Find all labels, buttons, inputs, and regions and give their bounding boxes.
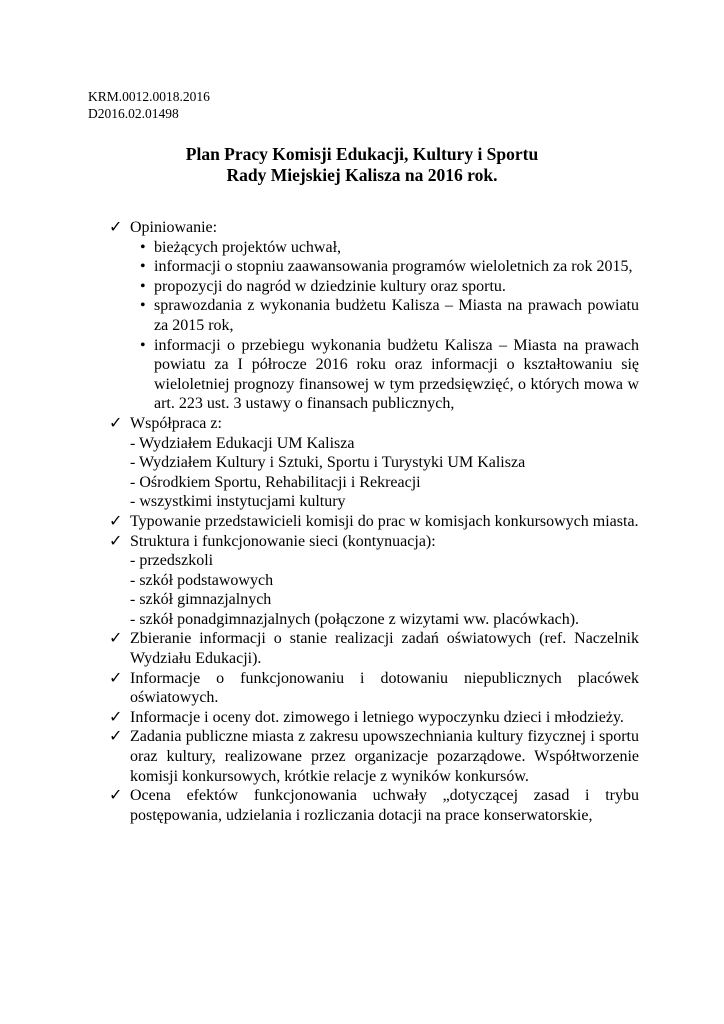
dash-item: - szkół ponadgimnazjalnych (połączone z wizytami ww. placówkach). [130, 610, 580, 628]
check-icon: ✓ [109, 669, 123, 687]
list-item [109, 727, 639, 786]
bullet-icon: • [140, 336, 146, 354]
bullet-icon: • [140, 238, 146, 256]
list-item [109, 629, 639, 668]
list-item [109, 218, 639, 414]
item-text: Ocena efektów funkcjonowania uchwały „dotyczącej zasad i trybu postępowania, udzielania i rozliczania dotacji na prace konserwatorskie, [130, 787, 639, 824]
dash-item: - szkół podstawowych [130, 571, 274, 589]
dash-item: - Wydziałem Kultury i Sztuki, Sportu i Turystyki UM Kalisza [130, 454, 526, 472]
item-text: Współpraca z: [130, 414, 222, 432]
title-line-1: Plan Pracy Komisji Edukacji, Kultury i Sportu [185, 144, 539, 164]
bullet-icon: • [140, 297, 146, 315]
list-item [109, 512, 639, 532]
dash-item: - Wydziałem Edukacji UM Kalisza [130, 434, 355, 452]
reference-number: KRM.0012.0018.2016 [88, 89, 210, 104]
bullet-item [130, 238, 639, 258]
title-line-2: Rady Miejskiej Kalisza na 2016 rok. [226, 165, 498, 185]
item-text: Opiniowanie: [130, 219, 218, 236]
check-icon: ✓ [109, 630, 123, 648]
bullet-text: sprawozdania z wykonania budżetu Kalisza – Miasta na prawach powiatu za 2015 rok, [154, 297, 639, 334]
plan-list [109, 218, 639, 825]
check-icon: ✓ [109, 532, 123, 550]
check-icon: ✓ [109, 787, 123, 805]
bullet-text: informacji o przebiegu wykonania budżetu Kalisza – Miasta na prawach powiatu za I półrocze 2016 roku oraz informacji o kształtowaniu się wieloletniej prognozy finansowej w tym przedsięwzięć, o których mowa w art. 223 ust. 3 ustawy o finansach publicznych, [154, 336, 639, 413]
check-icon: ✓ [109, 708, 123, 726]
dash-item: - wszystkimi instytucjami kultury [130, 493, 346, 511]
bullet-icon: • [140, 258, 146, 276]
item-text: Struktura i funkcjonowanie sieci (kontynuacja): [130, 532, 436, 550]
item-text: Zadania publiczne miasta z zakresu upowszechniania kultury fizycznej i sportu oraz kultury, realizowane przez organizacje pozarządowe. Współtworzenie komisji konkursowych, krótkie relacje z wyników konkursów. [130, 728, 639, 785]
check-icon: ✓ [109, 414, 123, 432]
list-item [109, 414, 639, 512]
bullet-item [130, 257, 639, 277]
bullet-text: propozycji do nagród w dziedzinie kultury oraz sportu. [154, 277, 506, 295]
dash-item: - szkół gimnazjalnych [130, 591, 272, 609]
item-text: Zbieranie informacji o stanie realizacji zadań oświatowych (ref. Naczelnik Wydziału Edukacji). [130, 630, 639, 668]
item-text: Typowanie przedstawicieli komisji do prac w komisjach konkursowych miasta. [130, 512, 639, 530]
bullet-text: informacji o stopniu zaawansowania programów wieloletnich za rok 2015, [154, 258, 633, 276]
list-item [109, 532, 639, 630]
bullet-item [130, 277, 639, 297]
list-item [109, 708, 639, 728]
bullet-text: bieżących projektów uchwał, [154, 238, 342, 256]
document-reference [88, 88, 210, 122]
item-text: Informacje i oceny dot. zimowego i letniego wypoczynku dzieci i młodzieży. [130, 708, 624, 726]
list-item [109, 786, 639, 825]
check-icon: ✓ [109, 512, 123, 530]
bullet-item [130, 336, 639, 414]
dash-item: - Ośrodkiem Sportu, Rehabilitacji i Rekreacji [130, 473, 421, 491]
check-icon: ✓ [109, 728, 123, 746]
document-number: D2016.02.01498 [88, 106, 179, 121]
bullet-item [130, 296, 639, 335]
dash-item: - przedszkoli [130, 552, 214, 570]
list-item [109, 669, 639, 708]
item-text: Informacje o funkcjonowaniu i dotowaniu niepublicznych placówek oświatowych. [130, 669, 639, 707]
check-icon: ✓ [109, 219, 123, 236]
bullet-icon: • [140, 277, 146, 295]
bullet-list [130, 238, 639, 414]
page-title [0, 144, 724, 186]
